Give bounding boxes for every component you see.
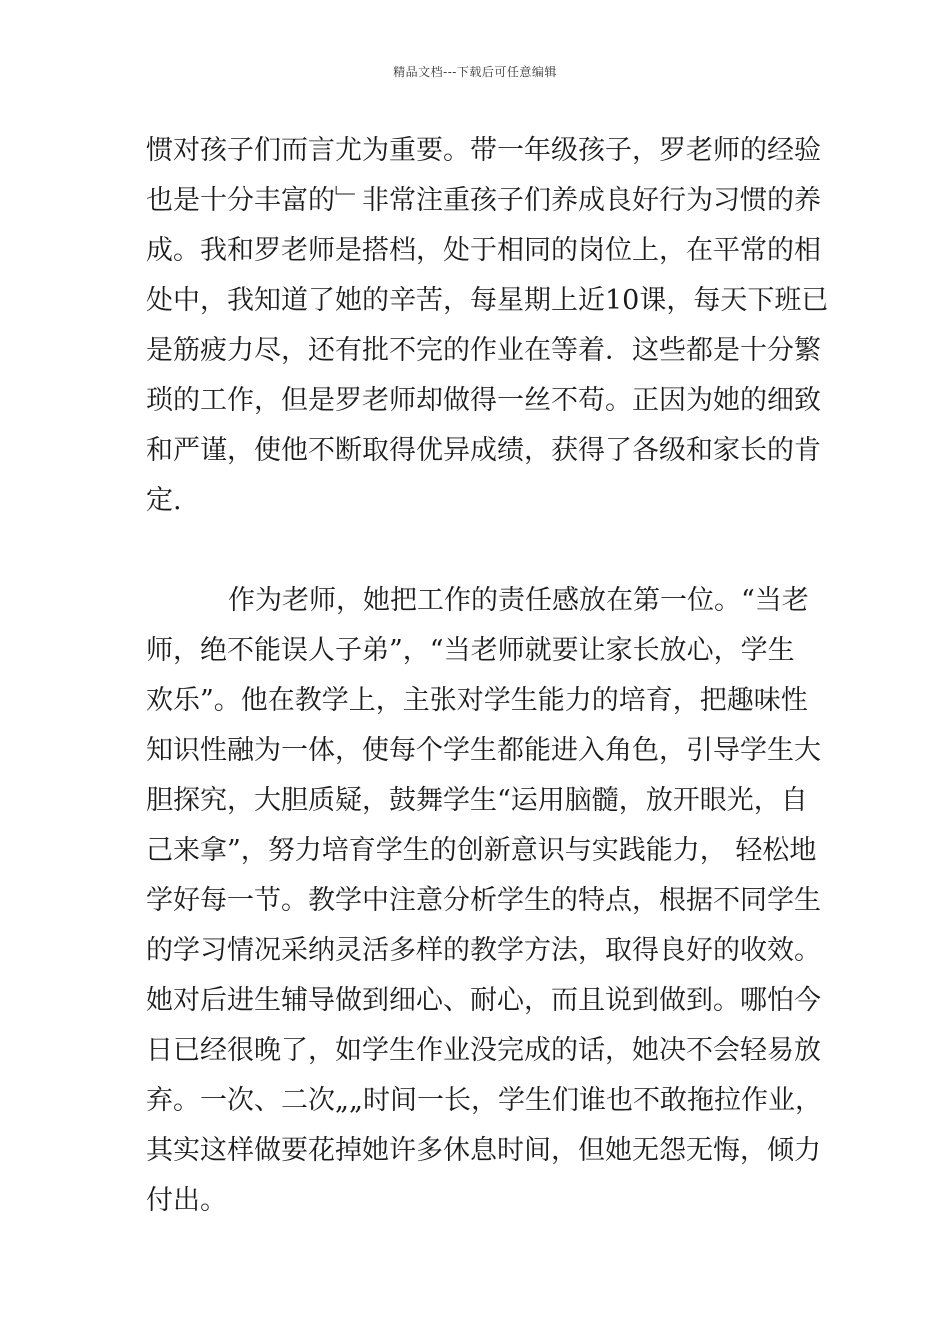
page-header: 精品文档---下载后可任意编辑: [393, 65, 557, 79]
text-line: 作为老师，她把工作的责任感放在第一位。“当老: [228, 585, 809, 616]
text-line: 日已经很晚了，如学生作业没完成的话，她决不会轻易放: [146, 1035, 821, 1066]
text-line: 和严谨，使他不断取得优异成绩，获得了各级和家长的肯: [146, 435, 821, 466]
paragraph-1: [146, 126, 829, 526]
text-line: 她对后进生辅导做到细心、耐心，而且说到做到。哪怕今: [146, 985, 821, 1016]
text-line: 其实这样做要花掉她许多休息时间，但她无怨无悔，倾力: [146, 1135, 821, 1166]
text-line: 付出。: [146, 1185, 227, 1216]
text-line: 胆探究，大胆质疑，鼓舞学生“运用脑髓，放开眼光，自: [146, 785, 808, 816]
text-line: 琐的工作，但是罗老师却做得一丝不苟。正因为她的细致: [146, 385, 821, 416]
text-line: 弃。一次、二次„„时间一长，学生们谁也不敢拖拉作业，: [146, 1085, 822, 1116]
text-line: 欢乐”。他在教学上，主张对学生能力的培育，把趣味性: [146, 685, 808, 716]
text-line: 惯对孩子们而言尤为重要。带一年级孩子，罗老师的经验: [146, 135, 821, 166]
text-line: 学好每一节。教学中注意分析学生的特点，根据不同学生: [146, 885, 821, 916]
text-line: 定.: [146, 485, 182, 516]
text-line: 成。我和罗老师是搭档，处于相同的岗位上，在平常的相: [146, 235, 821, 266]
text-line: 是筋疲力尽，还有批不完的作业在等着．这些都是十分繁: [146, 335, 821, 366]
text-line: 知识性融为一体，使每个学生都能进入角色，引导学生大: [146, 735, 821, 766]
paragraph-2: [146, 576, 822, 1226]
text-line: 师，绝不能误人子弟”，“当老师就要让家长放心，学生: [146, 635, 795, 666]
text-line: 处中，我知道了她的辛苦，每星期上近10课，每天下班已: [146, 285, 829, 316]
text-line: 也是十分丰富的﹂非常注重孩子们养成良好行为习惯的养: [146, 185, 821, 216]
text-line: 的学习情况采纳灵活多样的教学方法，取得良好的收效。: [146, 935, 821, 966]
text-line: 己来拿”，努力培育学生的创新意识与实践能力， 轻松地: [146, 835, 817, 866]
